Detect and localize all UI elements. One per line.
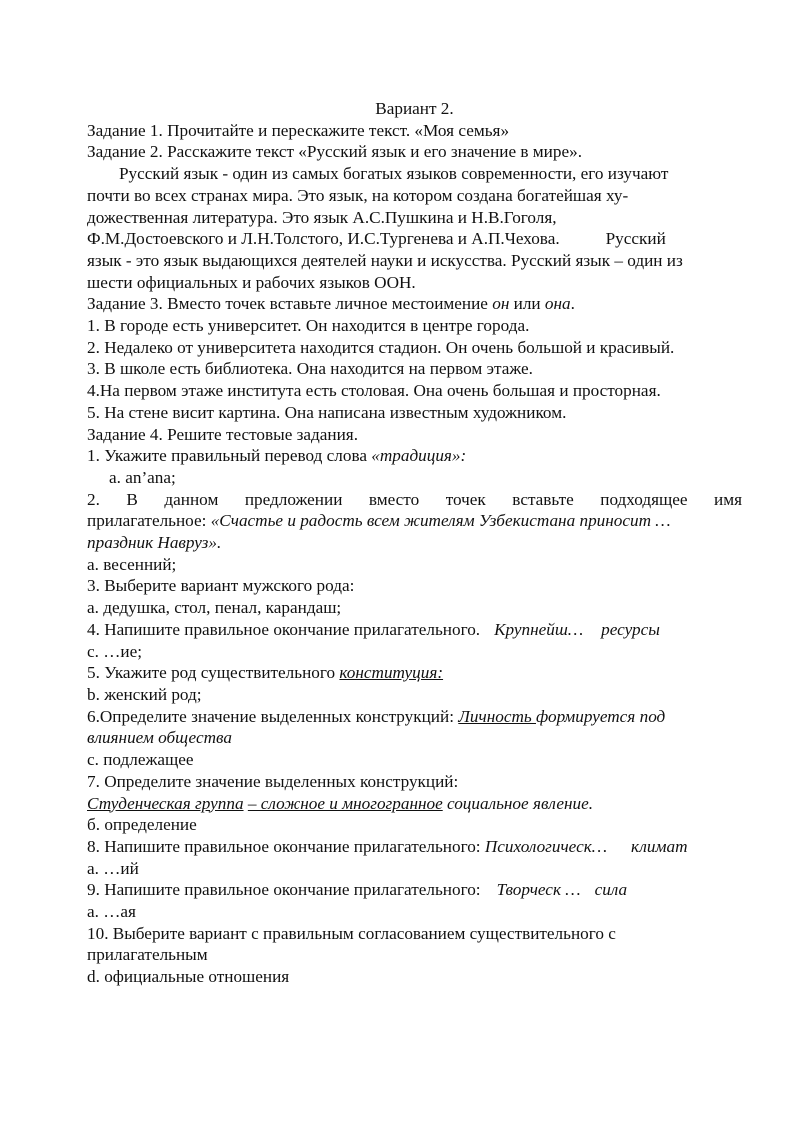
pronoun-on: он [492, 294, 510, 314]
pronoun-ona: она [544, 294, 571, 314]
conjunction: или [509, 294, 545, 314]
question-10-line: прилагательным [87, 945, 208, 965]
task-2: Задание 2. Расскажите текст «Русский язык и его значение в мире». [87, 142, 582, 162]
task-3-item: 4.На первом этаже института есть столовая. Она очень большая и просторная. [87, 381, 661, 401]
text-segment: Ф.М.Достоевского и Л.Н.Толстого, И.С.Тургенева и А.П.Чехова. [87, 229, 560, 249]
question-6 [87, 706, 742, 728]
question-1 [87, 445, 742, 467]
question-keyword: Личность [458, 706, 536, 726]
task-3-item: 1. В городе есть университет. Он находится в центре города. [87, 316, 530, 336]
question-text: 1. Укажите правильный перевод слова [87, 446, 372, 466]
task-3-item: 3. В школе есть библиотека. Она находится на первом этаже. [87, 359, 533, 379]
question-9 [87, 879, 742, 901]
question-sentence: формируется под [536, 706, 666, 726]
text-line: Русский язык - один из самых богатых языков современности, его изучают [119, 164, 669, 184]
question-7-sentence [87, 793, 742, 815]
question-10: 10. Выберите вариант с правильным согласованием существительного с [87, 923, 616, 943]
text-line [87, 228, 742, 250]
question-2-line: праздник Навруз». [87, 533, 222, 553]
question-3: 3. Выберите вариант мужского рода: [87, 576, 355, 596]
question-text: 6.Определите значение выделенных конструкций: [87, 706, 459, 726]
task-4-heading: Задание 4. Решите тестовые задания. [87, 424, 359, 444]
task-3-item: 5. На стене висит картина. Она написана известным художником. [87, 402, 567, 422]
question-keyword: Творческ … [496, 880, 581, 900]
answer-7: б. определение [87, 815, 197, 835]
answer-3: a. дедушка, стол, пенал, карандаш; [87, 598, 342, 618]
document-page [87, 98, 742, 988]
question-6-line: влиянием общества [87, 728, 232, 748]
text-line: язык - это язык выдающихся деятелей науки и искусства. Русский язык – один из [87, 250, 683, 270]
question-text: 8. Напишите правильное окончание прилагательного: [87, 836, 485, 856]
question-keyword: «традиция»: [371, 446, 467, 466]
question-keyword: климат [631, 836, 688, 856]
answer-9: a. …ая [87, 902, 136, 922]
question-keyword: Крупнейш… [494, 619, 584, 639]
task-3-heading [87, 293, 742, 315]
text-line: дожественная литература. Это язык А.С.Пушкина и Н.В.Гоголя, [87, 207, 557, 227]
question-keyword: – сложное и многогранное [247, 793, 443, 813]
question-text: 5. Укажите род существительного [87, 663, 340, 683]
task-3-item: 2. Недалеко от университета находится стадион. Он очень большой и красивый. [87, 337, 675, 357]
answer-5: b. женский род; [87, 684, 202, 704]
answer-4: c. …ие; [87, 641, 143, 661]
question-keyword: конституция: [339, 663, 444, 683]
text-line: почти во всех странах мира. Это язык, на котором создана богатейшая ху- [87, 185, 629, 205]
answer-2: a. весенний; [87, 554, 177, 574]
question-7: 7. Определите значение выделенных конструкций: [87, 771, 459, 791]
question-sentence: «Счастье и радость всем жителям Узбекистана приносит … [210, 511, 671, 531]
question-2-line [87, 510, 742, 532]
heading-text: Задание 3. Вместо точек вставьте личное местоимение [87, 294, 493, 314]
question-keyword: Психологическ… [484, 836, 608, 856]
task-1: Задание 1. Прочитайте и перескажите текст. «Моя семья» [87, 120, 510, 140]
question-keyword: сила [594, 880, 628, 900]
question-keyword: Студенческая группа [87, 793, 244, 813]
question-text: 9. Напишите правильное окончание прилагательного: [87, 880, 481, 900]
answer-1: a. an’ana; [109, 467, 176, 487]
variant-title: Вариант 2. [375, 99, 454, 118]
question-keyword: ресурсы [601, 619, 660, 639]
answer-10: d. официальные отношения [87, 967, 290, 987]
question-text: 4. Напишите правильное окончание прилагательного. [87, 619, 481, 639]
period: . [570, 294, 575, 314]
text-line: шести официальных и рабочих языков ООН. [87, 272, 416, 292]
question-4 [87, 619, 742, 641]
question-2-line: 2. В данном предложении вместо точек вставьте подходящее имя [87, 489, 742, 509]
question-sentence: социальное явление. [442, 793, 594, 813]
text-segment: Русский [605, 229, 666, 249]
reading-text [87, 163, 742, 293]
question-8 [87, 836, 742, 858]
answer-8: a. …ий [87, 858, 139, 878]
question-5 [87, 662, 742, 684]
answer-6: c. подлежащее [87, 750, 194, 770]
question-text: прилагательное: [87, 511, 211, 531]
